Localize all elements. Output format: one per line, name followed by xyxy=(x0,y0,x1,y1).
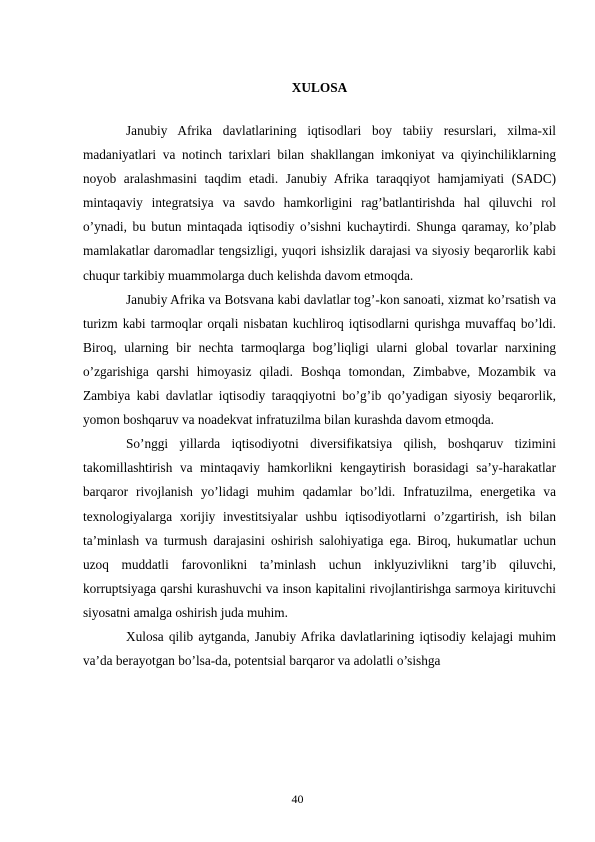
paragraph-2: Janubiy Afrika va Botsvana kabi davlatlar tog’-kon sanoati, xizmat ko’rsatish va turizm kabi tarmoqlar orqali nisbatan kuchliroq iqtisodlarni qurishga muvaffaq bo’ldi. Biroq, ularning bir nechta tarmoqlarga bog’liqligi ularni global tovarlar narxining o’zgarishiga qarshi himoyasiz qiladi. Boshqa tomondan, Zimbabve, Mozambik va Zambiya kabi davlatlar iqtisodiy taraqqiyotni bo’g’ib qo’yadigan siyosiy beqarorlik, yomon boshqaruv va noadekvat infratuzilma bilan kurashda davom etmoqda. xyxy=(83,291,556,428)
section-title: XULOSA xyxy=(291,80,348,95)
paragraph-3: So’nggi yillarda iqtisodiyotni diversifikatsiya qilish, boshqaruv tizimini takomillashtirish va mintaqaviy hamkorlikni kengaytirish borasidagi sa’y-harakatlar barqaror rivojlanish yo’lidagi muhim qadamlar bo’ldi. Infratuzilma, energetika va texnologiyalarga xorijiy investitsiyalar ushbu iqtisodiyotlarni o’zgartirish, ish bilan ta’minlash va turmush darajasini oshirish salohiyatiga ega. Biroq, hukumatlar uchun uzoq muddatli farovonlikni ta’minlash uchun inklyuzivlikni targ’ib qiluvchi, korruptsiyaga qarshi kurashuvchi va inson kapitalini rivojlantirishga sarmoya kirituvchi siyosatni amalga oshirish juda muhim. xyxy=(83,436,556,620)
paragraph-4: Xulosa qilib aytganda, Janubiy Afrika davlatlarining iqtisodiy kelajagi muhim va’da berayotgan bo’lsa-da, potentsial barqaror va adolatli o’sishga xyxy=(83,628,556,669)
body-text xyxy=(83,119,556,673)
page-number: 40 xyxy=(291,792,304,806)
paragraph-1: Janubiy Afrika davlatlarining iqtisodlari boy tabiiy resurslari, xilma-xil madaniyatlari va notinch tarixlari bilan shakllangan imkoniyat va qiyinchiliklarning noyob aralashmasini taqdim etadi. Janubiy Afrika taraqqiyot hamjamiyati (SADC) mintaqaviy integratsiya va savdo hamkorligini rag’batlantirishda hal qiluvchi rol o’ynadi, bu butun mintaqada iqtisodiy o’sishni kuchaytirdi. Shunga qaramay, ko’plab mamlakatlar daromadlar tengsizligi, yuqori ishsizlik darajasi va siyosiy beqarorlik kabi chuqur tarkibiy muammolarga duch kelishda davom etmoqda. xyxy=(83,123,556,283)
